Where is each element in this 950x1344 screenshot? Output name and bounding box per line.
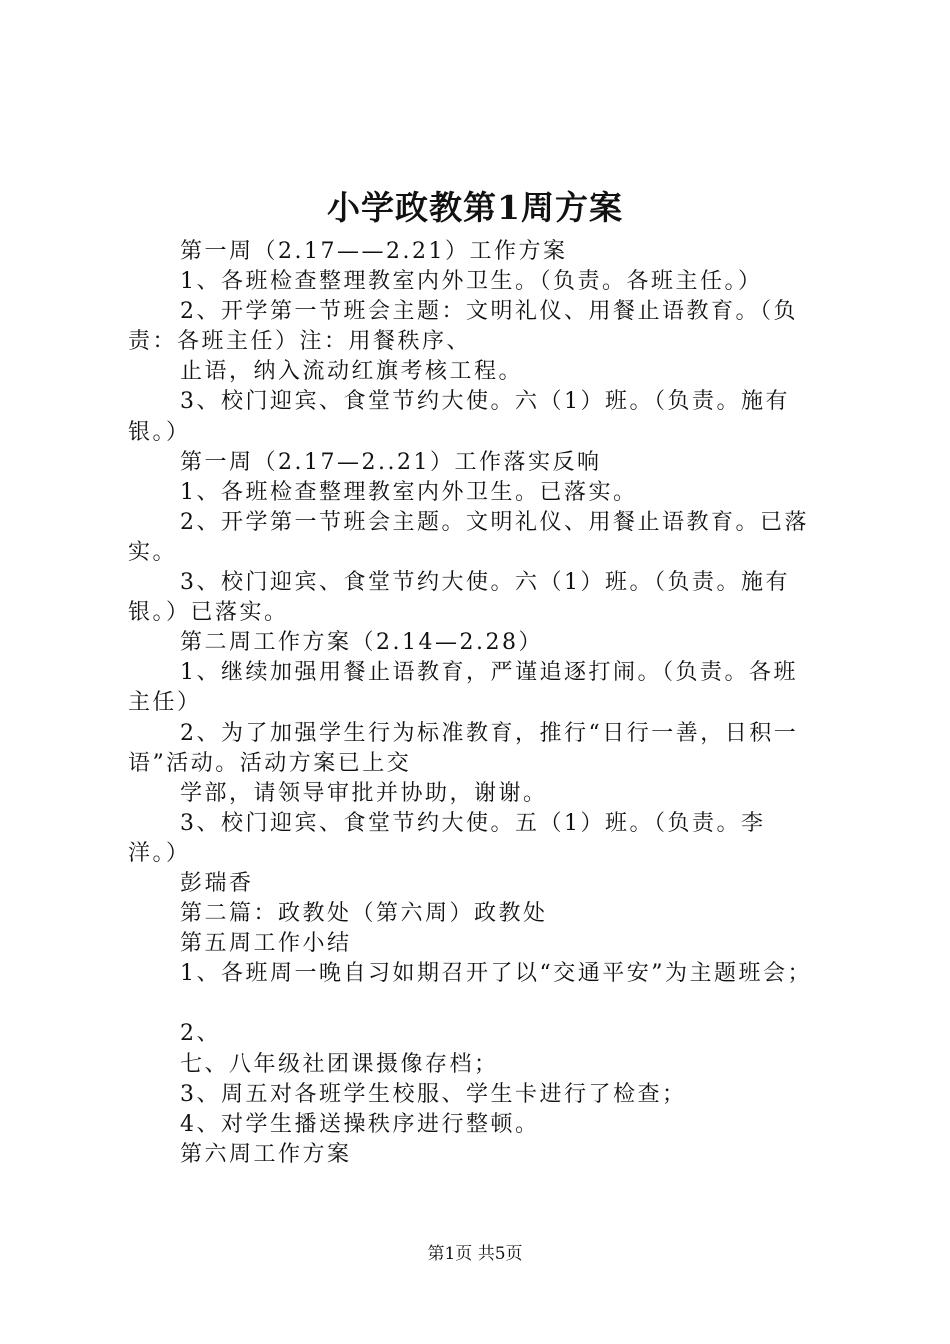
text-line: 1、各班检查整理教室内外卫生。已落实。 [180, 479, 638, 505]
text-line: 3、校门迎宾、食堂节约大使。六（1）班。（负责。施有 [180, 570, 790, 596]
text-line: 语”活动。活动方案已上交 [128, 750, 412, 776]
text-line: 学部，请领导审批并协助，谢谢。 [180, 780, 548, 806]
text-line: 第二周工作方案（2.14—2.28） [180, 630, 543, 656]
text-line: 彭瑞香 [180, 870, 254, 896]
text-line: 银。） [128, 419, 191, 445]
document-title: 小学政教第1周方案 [327, 188, 623, 227]
text-line: 3、校门迎宾、食堂节约大使。六（1）班。（负责。施有 [180, 389, 790, 415]
text-line: 3、校门迎宾、食堂节约大使。五（1）班。（负责。李 [180, 810, 766, 836]
text-line: 洋。） [128, 840, 191, 866]
text-line: 七、八年级社团课摄像存档； [180, 1051, 499, 1077]
text-line: 实。 [128, 539, 178, 565]
text-line: 第五周工作小结 [180, 931, 352, 957]
text-line: 责：各班主任）注：用餐秩序、 [128, 329, 472, 355]
text-line: 2、为了加强学生行为标准教育，推行“日行一善，日积一 [180, 720, 799, 746]
text-line: 3、周五对各班学生校服、学生卡进行了检查； [180, 1081, 687, 1107]
document-body [128, 237, 838, 1170]
text-line: 2、开学第一节班会主题。文明礼仪、用餐止语教育。已落 [180, 509, 809, 535]
text-line: 1、各班周一晚自习如期召开了以“交通平安”为主题班会； [180, 961, 812, 987]
page-footer: 第1页 共5页 [427, 1244, 523, 1264]
text-line: 第六周工作方案 [180, 1141, 352, 1167]
text-line: 1、各班检查整理教室内外卫生。（负责。各班主任。） [180, 269, 763, 295]
text-line: 主任） [128, 690, 202, 716]
text-line: 第二篇：政教处（第六周）政教处 [180, 901, 548, 927]
text-line: 第一周（2.17——2.21）工作方案 [180, 239, 568, 264]
blank-line [128, 989, 838, 1019]
text-line: 2、 [180, 1021, 221, 1047]
text-line: 2、开学第一节班会主题：文明礼仪、用餐止语教育。（负 [180, 299, 798, 325]
text-line: 第一周（2.17—2..21）工作落实反响 [180, 449, 602, 475]
text-line: 4、对学生播送操秩序进行整顿。 [180, 1111, 540, 1137]
text-line: 银。）已落实。 [128, 600, 289, 626]
text-line: 止语，纳入流动红旗考核工程。 [180, 359, 524, 385]
text-line: 1、继续加强用餐止语教育，严谨追逐打闹。（负责。各班 [180, 660, 798, 686]
